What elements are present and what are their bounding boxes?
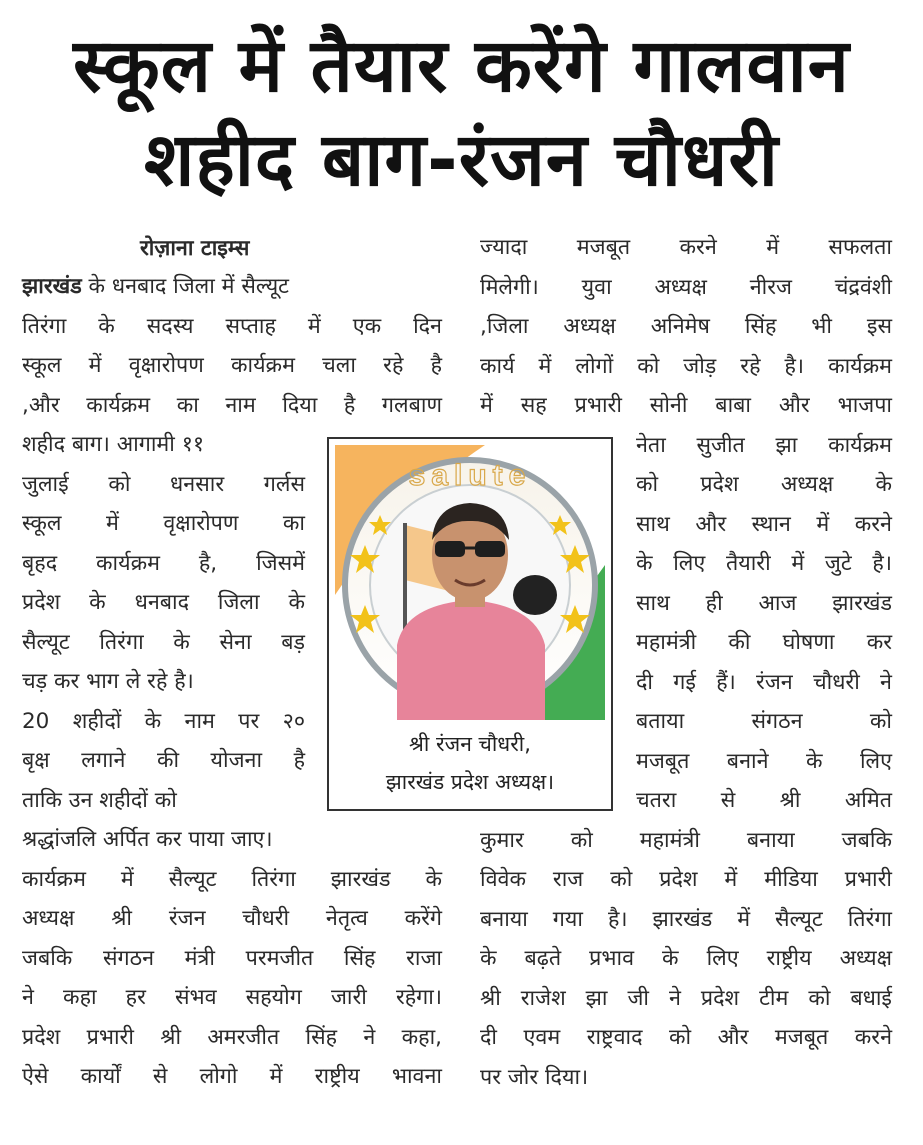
right-text-line: मिलेगी। युवा अध्यक्ष नीरज चंद्रवंशी — [480, 274, 892, 300]
headline-line-1: स्कूल में तैयार करेंगे गालवान — [73, 23, 850, 109]
right-text-line: ,जिला अध्यक्ष अनिमेष सिंह भी इस — [480, 314, 892, 339]
left-text-line — [22, 268, 289, 306]
right-text-line: मजबूत बनाने के लिए — [636, 748, 892, 774]
photo-box — [327, 437, 613, 811]
left-text-line: ने कहा हर संभव सहयोग जारी रहेगा। — [22, 985, 442, 1010]
left-text-line: जबकि संगठन मंत्री परमजीत सिंह राजा — [22, 945, 442, 971]
right-text-line: ज्यादा मजबूत करने में सफलता — [480, 235, 892, 260]
left-text-line: प्रदेश प्रभारी श्री अमरजीत सिंह ने कहा, — [22, 1024, 442, 1050]
right-text-line: साथ और स्थान में करने — [636, 511, 892, 537]
lead-rest: के धनबाद जिला में सैल्यूट — [81, 274, 290, 299]
left-text-line: शहीद बाग। आगामी ११ — [22, 432, 205, 457]
right-text-line: दी एवम राष्ट्रवाद को और मजबूत करने — [480, 1025, 892, 1050]
photo-caption-line-1: श्री रंजन चौधरी, — [409, 732, 531, 756]
right-text-line: कार्य में लोगों को जोड़ रहे है। कार्यक्रम — [480, 353, 892, 379]
right-text-line: के बढ़ते प्रभाव के लिए राष्ट्रीय अध्यक्ष — [480, 946, 892, 971]
left-text-line: ताकि उन शहीदों को — [22, 787, 177, 813]
left-text-line: 20 शहीदों के नाम पर २० — [22, 708, 305, 734]
right-text-line: दी गई हैं। रंजन चौधरी ने — [636, 669, 892, 695]
dark-object — [513, 575, 557, 615]
sunglasses-icon — [435, 541, 465, 557]
svg-text:salute: salute — [408, 459, 532, 492]
left-text-line: स्कूल में वृक्षारोपण कार्यक्रम चला रहे है — [22, 353, 442, 378]
right-text-line: साथ ही आज झारखंड — [636, 590, 892, 616]
left-text-line: तिरंगा के सदस्य सप्ताह में एक दिन — [22, 313, 442, 339]
right-text-line: नेता सुजीत झा कार्यक्रम — [636, 432, 892, 458]
left-text-line: प्रदेश के धनबाद जिला के — [22, 590, 305, 615]
right-text-line: बताया संगठन को — [636, 709, 892, 734]
byline: रोज़ाना टाइम्स — [140, 236, 250, 261]
right-text-line: कुमार को महामंत्री बनाया जबकि — [480, 827, 892, 853]
right-text-line: बनाया गया है। झारखंड में सैल्यूट तिरंगा — [480, 906, 892, 932]
left-text-line: ऐसे कार्यों से लोगो में राष्ट्रीय भावना — [22, 1064, 442, 1089]
lead-word: झारखंड — [22, 274, 82, 299]
headline-line-2: शहीद बाग-रंजन चौधरी — [144, 117, 779, 203]
left-text-line: बृहद कार्यक्रम है, जिसमें — [22, 550, 305, 576]
left-text-line: जुलाई को धनसार गर्लस — [22, 471, 305, 497]
left-text-line: स्कूल में वृक्षारोपण का — [22, 511, 305, 536]
right-text-line: में सह प्रभारी सोनी बाबा और भाजपा — [480, 393, 892, 418]
right-text-line: महामंत्री की घोषणा कर — [636, 630, 892, 655]
right-text-line: श्री राजेश झा जी ने प्रदेश टीम को बधाई — [480, 985, 892, 1011]
right-text-line: पर जोर दिया। — [480, 1064, 589, 1090]
salute-tiranga-logo-photo — [335, 445, 605, 720]
photo-caption-line-2: झारखंड प्रदेश अध्यक्ष। — [385, 770, 555, 794]
left-text-line: ,और कार्यक्रम का नाम दिया है गलबाण — [22, 392, 442, 418]
left-text-line: चड़ कर भाग ले रहे है। — [22, 669, 194, 694]
right-text-line: चतरा से श्री अमित — [636, 788, 892, 813]
left-text-line: सैल्यूट तिरंगा के सेना बड़ — [22, 629, 305, 655]
right-text-line: को प्रदेश अध्यक्ष के — [636, 472, 892, 497]
left-text-line: कार्यक्रम में सैल्यूट तिरंगा झारखंड के — [22, 866, 442, 892]
left-text-line: श्रद्धांजलि अर्पित कर पाया जाए। — [22, 827, 273, 852]
left-text-line: अध्यक्ष श्री रंजन चौधरी नेतृत्व करेंगे — [22, 906, 442, 931]
left-text-line: बृक्ष लगाने की योजना है — [22, 748, 305, 773]
right-text-line: के लिए तैयारी में जुटे है। — [636, 551, 892, 576]
right-text-line: विवेक राज को प्रदेश में मीडिया प्रभारी — [480, 867, 892, 892]
